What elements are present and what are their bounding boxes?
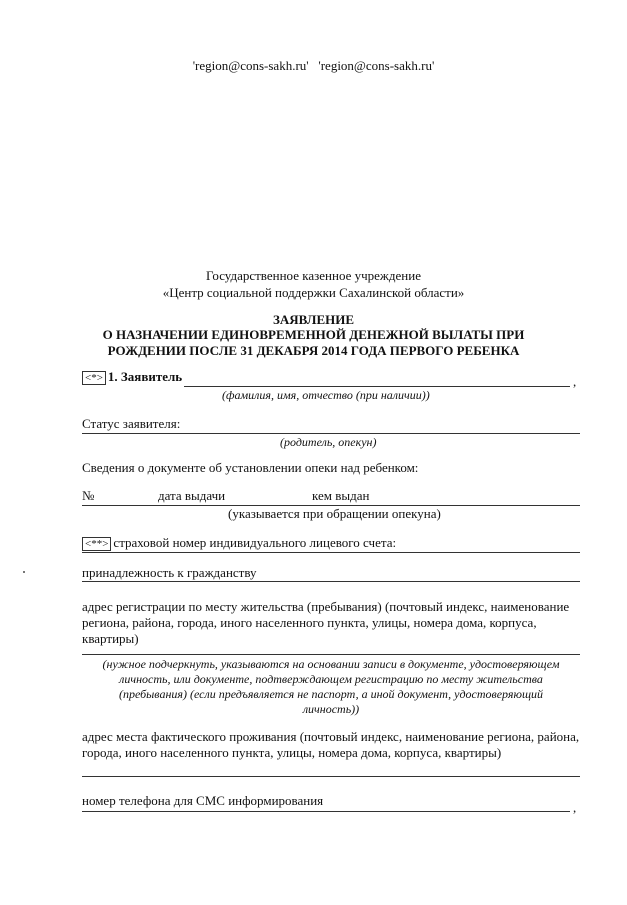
scan-dot [23,571,25,573]
registration-address-field[interactable] [82,654,580,655]
actual-address-field[interactable] [82,776,580,777]
status-label: Статус заявителя: [82,416,181,431]
registration-hint-line2: личность, или документе, подтверждающем регистрацию по месту жительства [119,672,543,686]
status-hint: (родитель, опекун) [280,435,377,449]
actual-address-line1: адрес места фактического проживания (почтовый индекс, наименование региона, района, [82,729,580,744]
registration-hint-line4: личность)) [302,702,360,716]
snils-label-text: страховой номер индивидуального лицевого счета: [113,535,397,550]
applicant-comma: , [573,374,577,389]
applicant-label [82,369,182,385]
actual-address-line2: города, иного населенного пункта, улицы, номера дома, корпуса, квартиры) [82,745,502,760]
citizenship-label: принадлежность к гражданству [82,565,257,580]
phone-label: номер телефона для СМС информирования [82,793,324,808]
guardianship-label: Сведения о документе об установлении опеки над ребенком: [82,460,419,475]
institution-name-line1: Государственное казенное учреждение [206,268,421,283]
guardianship-issued-by-label: кем выдан [312,488,370,503]
status-field[interactable] [82,433,580,434]
registration-address-line1: адрес регистрации по месту жительства (пребывания) (почтовый индекс, наименование [82,599,570,614]
registration-hint-line3: (пребывания) (если предъявляется не паспорт, а иной документ, удостоверяющий [118,687,543,701]
guardianship-issue-date-label: дата выдачи [158,488,226,503]
document-title: ЗАЯВЛЕНИЕ [272,312,355,327]
footnote-mark-single: <*> [82,371,106,385]
phone-comma: , [573,800,577,815]
applicant-name-field[interactable] [184,386,570,387]
citizenship-field[interactable] [82,581,580,582]
guardianship-number-label: № [82,488,95,503]
registration-hint-line1: (нужное подчеркнуть, указываются на основании записи в документе, удостоверяющем [102,657,560,671]
guardianship-hint: (указывается при обращении опекуна) [228,506,441,521]
applicant-hint: (фамилия, имя, отчество (при наличии)) [222,388,430,402]
registration-address-line3: квартиры) [82,631,139,646]
snils-label [82,535,396,551]
institution-name-line2: «Центр социальной поддержки Сахалинской области» [162,285,465,300]
snils-field[interactable] [82,552,580,553]
header-email: 'region@cons-sakh.ru' 'region@cons-sakh.ru' [192,58,435,73]
phone-field[interactable] [82,811,570,812]
registration-address-line2: региона, района, города, иного населенного пункта, улицы, номера дома, корпуса, [82,615,537,630]
footnote-mark-double: <**> [82,537,111,551]
applicant-heading: 1. Заявитель [107,369,183,384]
document-subtitle-line2: РОЖДЕНИИ ПОСЛЕ 31 ДЕКАБРЯ 2014 ГОДА ПЕРВОГО РЕБЕНКА [107,343,520,358]
document-subtitle-line1: О НАЗНАЧЕНИИ ЕДИНОВРЕМЕННОЙ ДЕНЕЖНОЙ ВЫЛАТЫ ПРИ [102,327,525,342]
